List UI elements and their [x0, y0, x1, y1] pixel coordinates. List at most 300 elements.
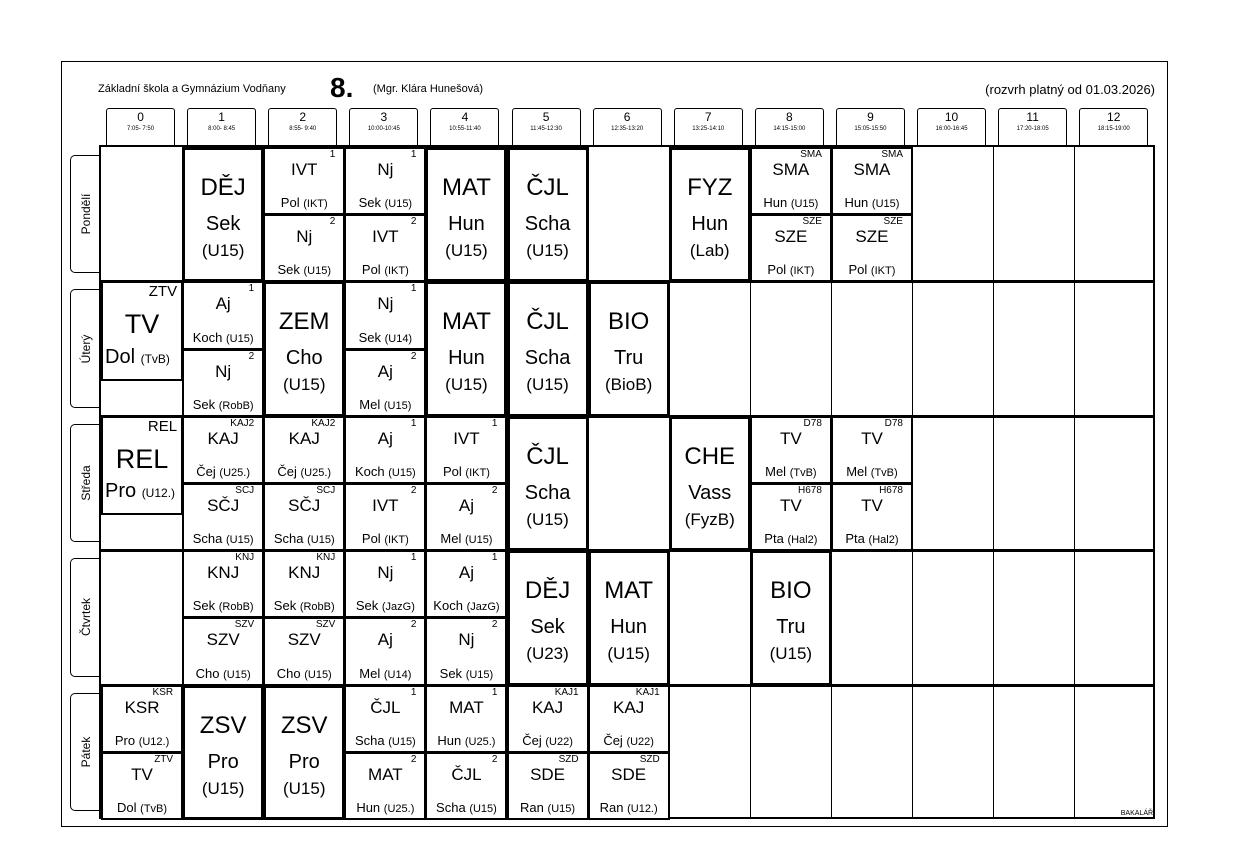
lesson-room: (U15) — [384, 198, 413, 211]
lesson-teacher: Cho — [285, 347, 323, 370]
lesson-subject: TV — [124, 309, 160, 340]
split-lesson[interactable] — [182, 281, 264, 349]
split-lesson[interactable] — [263, 214, 345, 282]
lesson-group: 1 — [410, 417, 417, 429]
split-lesson[interactable] — [425, 752, 507, 820]
split-lesson[interactable] — [750, 147, 832, 215]
lesson-room: (U15) — [526, 241, 569, 260]
lesson-room: (U15) — [464, 534, 493, 547]
lesson-teacher: Mel — [440, 531, 462, 547]
lesson-subject: Aj — [215, 294, 231, 314]
hour-number: 5 — [542, 110, 550, 124]
hour-number: 4 — [461, 110, 469, 124]
hour-header — [917, 108, 986, 145]
lesson-room: (U12.) — [141, 486, 176, 501]
lesson-group: KAJ1 — [554, 686, 579, 698]
lesson-teacher-room — [427, 733, 505, 750]
lesson-teacher: Mel — [846, 463, 868, 479]
lesson-subject: Aj — [377, 361, 393, 381]
lesson-cell[interactable] — [588, 550, 670, 685]
lesson-subject: ČJL — [370, 697, 401, 717]
lesson-teacher-room — [105, 480, 175, 503]
lesson-subject: KAJ — [207, 428, 239, 448]
lesson-teacher: Pol — [848, 262, 868, 278]
lesson-teacher-room — [265, 464, 343, 481]
lesson-teacher-room — [184, 330, 262, 347]
lesson-teacher: Sek — [205, 213, 241, 235]
lesson-subject: Nj — [377, 563, 394, 583]
lesson-room: (TvB) — [140, 802, 168, 815]
lesson-subject: SZV — [287, 630, 321, 650]
lesson-teacher: Hun — [691, 213, 729, 235]
lesson-room: (U15) — [282, 375, 326, 395]
lesson-teacher: Hun — [844, 195, 869, 211]
hour-number: 2 — [299, 110, 307, 124]
lesson-room: (U15) — [790, 198, 819, 211]
day-label: Čtvrtek — [78, 598, 93, 637]
lesson-group: SZV — [234, 619, 255, 631]
lesson-room: (U14) — [383, 668, 412, 681]
lesson-teacher: Vass — [688, 481, 732, 504]
lesson-teacher-room — [346, 262, 424, 279]
lesson-room: (U15) — [871, 198, 900, 211]
split-lesson[interactable] — [425, 685, 507, 753]
lesson-teacher: Sek — [358, 195, 381, 211]
lesson-subject: DĚJ — [200, 174, 246, 201]
lesson-teacher: Cho — [276, 665, 301, 681]
validity-date: (rozvrh platný od 01.03.2026) — [985, 82, 1155, 97]
lesson-subject: Nj — [215, 361, 232, 381]
hour-time: 10:00-10:45 — [367, 126, 400, 132]
split-lesson[interactable] — [182, 483, 264, 551]
lesson-teacher-room — [105, 346, 170, 369]
day-tab — [70, 558, 100, 676]
split-lesson[interactable] — [750, 483, 832, 551]
lesson-teacher: Sek — [439, 665, 463, 681]
lesson-room: (IKT) — [384, 534, 409, 547]
lesson-group: SCJ — [316, 485, 336, 496]
hour-time: 11:45-12:30 — [530, 126, 562, 132]
hour-header — [349, 108, 418, 145]
lesson-group: KNJ — [235, 552, 255, 564]
lesson-teacher: Hun — [610, 616, 647, 639]
lesson-group: 1 — [410, 149, 417, 160]
split-lesson[interactable] — [750, 416, 832, 484]
lesson-subject: KAJ — [613, 697, 645, 717]
lesson-teacher: Dol — [105, 345, 136, 368]
lesson-subject: SZE — [774, 227, 808, 247]
lesson-group: 2 — [491, 485, 498, 496]
split-lesson[interactable] — [831, 214, 913, 282]
lesson-teacher: Sek — [192, 396, 216, 412]
lesson-group: 1 — [491, 686, 498, 698]
lesson-teacher-room — [427, 598, 505, 615]
lesson-group: H678 — [879, 485, 903, 496]
lesson-room: (U15) — [201, 778, 245, 798]
grid-column-line — [993, 145, 994, 819]
lesson-group: KNJ — [316, 552, 336, 564]
lesson-room: (U15) — [526, 509, 569, 529]
lesson-teacher: Čej — [277, 463, 297, 479]
lesson-subject: MAT — [604, 577, 654, 605]
hour-number: 7 — [704, 110, 712, 124]
lesson-teacher: Pol — [361, 531, 381, 547]
lesson-group: 2 — [410, 216, 417, 228]
lesson-teacher: Scha — [192, 531, 223, 547]
lesson-group: 1 — [329, 149, 336, 160]
split-lesson[interactable] — [831, 483, 913, 551]
lesson-teacher-room — [427, 464, 505, 481]
split-lesson[interactable] — [344, 214, 426, 282]
lesson-cell[interactable] — [507, 147, 589, 282]
lesson-subject: Aj — [377, 630, 393, 650]
split-lesson[interactable] — [588, 752, 670, 820]
lesson-teacher-room — [346, 195, 424, 212]
lesson-room: (IKT) — [465, 466, 490, 479]
hour-header — [187, 108, 256, 145]
lesson-subject: MAT — [368, 764, 403, 784]
lesson-group: ZTV — [148, 283, 178, 301]
lesson-subject: BIO — [770, 577, 812, 605]
lesson-subject: Nj — [377, 160, 394, 179]
lesson-subject: REL — [115, 443, 169, 474]
lesson-room: (JazG) — [466, 601, 500, 614]
split-lesson[interactable] — [425, 617, 507, 685]
hour-header — [998, 108, 1067, 145]
lesson-subject: ČJL — [451, 764, 482, 784]
lesson-teacher-room — [833, 464, 911, 481]
lesson-teacher: Mel — [765, 463, 787, 479]
split-lesson[interactable] — [101, 752, 183, 820]
hour-header — [593, 108, 662, 145]
lesson-room: (U23) — [526, 644, 569, 664]
lesson-room: (FyzB) — [684, 509, 735, 529]
lesson-group: SCJ — [235, 485, 255, 496]
lesson-cell[interactable] — [507, 550, 589, 685]
lesson-group: 1 — [248, 283, 255, 295]
lesson-teacher: Koch — [433, 598, 463, 614]
lesson-room: (Hal2) — [787, 534, 818, 547]
lesson-teacher: Hun — [763, 195, 788, 211]
lesson-teacher-room — [265, 666, 343, 683]
lesson-teacher-room — [509, 800, 587, 817]
lesson-subject: KAJ — [288, 428, 320, 448]
lesson-cell[interactable] — [669, 147, 751, 282]
lesson-cell[interactable] — [263, 281, 345, 416]
lesson-teacher-room — [103, 800, 181, 817]
split-lesson[interactable] — [344, 147, 426, 215]
lesson-room: (Lab) — [689, 241, 730, 260]
split-lesson[interactable] — [182, 349, 264, 417]
lesson-subject: TV — [131, 764, 153, 784]
lesson-group: KAJ2 — [230, 417, 255, 429]
hour-number: 3 — [380, 110, 388, 124]
lesson-teacher: Sek — [358, 329, 381, 345]
lesson-room: (U25.) — [300, 466, 332, 479]
lesson-subject: SZE — [855, 227, 889, 247]
day-label: Středa — [78, 465, 93, 501]
lesson-group: D78 — [884, 417, 903, 429]
grid-column-line — [1074, 145, 1075, 819]
lesson-cell[interactable] — [507, 416, 589, 551]
split-lesson[interactable] — [344, 349, 426, 417]
lesson-subject: KSR — [124, 697, 160, 717]
lesson-teacher-room — [184, 598, 262, 615]
lesson-group: ZTV — [154, 753, 174, 765]
lesson-room: (U15) — [304, 668, 332, 681]
lesson-group: 2 — [410, 753, 417, 765]
lesson-room: (U22) — [626, 735, 654, 748]
lesson-room: (U15) — [282, 778, 326, 798]
lesson-teacher: Sek — [273, 598, 297, 614]
lesson-subject: BIO — [607, 308, 650, 336]
split-lesson[interactable] — [344, 617, 426, 685]
lesson-group: SZV — [315, 619, 336, 631]
lesson-room: (U22) — [545, 735, 573, 748]
hour-header — [268, 108, 337, 145]
lesson-group: 2 — [410, 619, 417, 631]
lesson-subject: FYZ — [687, 174, 733, 201]
lesson-teacher-room — [346, 330, 424, 347]
lesson-subject: IVT — [453, 428, 480, 448]
hour-time: 10:55-11:40 — [449, 126, 481, 132]
hour-header — [430, 108, 499, 145]
hour-number: 12 — [1107, 110, 1121, 124]
lesson-teacher-room — [590, 733, 668, 750]
split-lesson[interactable] — [344, 281, 426, 349]
lesson-teacher: Hun — [437, 732, 462, 748]
lesson-teacher: Čej — [196, 463, 216, 479]
lesson-subject: KAJ — [531, 697, 564, 717]
lesson-teacher: Sek — [277, 262, 300, 278]
lesson-teacher: Mel — [359, 665, 381, 681]
lesson-room: (U25.) — [383, 802, 415, 815]
lesson-cell[interactable] — [182, 147, 264, 282]
lesson-group: 1 — [491, 552, 498, 564]
lesson-room: (U15) — [383, 399, 412, 412]
day-tab — [70, 155, 100, 273]
split-lesson[interactable] — [182, 550, 264, 618]
lesson-room: (TvB) — [870, 466, 898, 479]
lesson-subject: TV — [779, 496, 802, 515]
lesson-room: (RobB) — [299, 601, 335, 614]
lesson-group: D78 — [803, 417, 822, 429]
lesson-teacher: Scha — [524, 481, 571, 504]
split-lesson[interactable] — [507, 685, 589, 753]
lesson-teacher-room — [265, 531, 343, 548]
split-lesson[interactable] — [263, 550, 345, 618]
lesson-group: 1 — [410, 686, 417, 698]
lesson-teacher-room — [265, 195, 343, 212]
split-lesson[interactable] — [263, 483, 345, 551]
lesson-teacher-room — [346, 464, 424, 481]
split-lesson[interactable] — [263, 416, 345, 484]
lesson-teacher-room — [346, 800, 424, 817]
hour-header — [106, 108, 175, 145]
split-lesson[interactable] — [263, 617, 345, 685]
day-label: Pátek — [78, 736, 93, 768]
lesson-group: 2 — [410, 485, 417, 496]
lesson-subject: ZSV — [199, 711, 247, 739]
split-lesson[interactable] — [344, 416, 426, 484]
lesson-group: 2 — [248, 350, 255, 362]
lesson-group: 2 — [491, 753, 498, 765]
split-lesson[interactable] — [263, 147, 345, 215]
split-lesson[interactable] — [344, 752, 426, 820]
lesson-teacher: Scha — [524, 213, 571, 235]
split-lesson[interactable] — [831, 416, 913, 484]
lesson-room: (U15) — [769, 644, 813, 664]
lesson-group: KAJ2 — [311, 417, 336, 429]
split-lesson[interactable] — [831, 147, 913, 215]
lesson-teacher: Scha — [524, 347, 571, 370]
lesson-room: (BioB) — [605, 375, 653, 395]
lesson-teacher-room — [103, 733, 181, 750]
lesson-subject: SČJ — [288, 496, 321, 515]
lesson-cell[interactable] — [507, 281, 589, 416]
lesson-subject: Nj — [296, 227, 313, 247]
day-label: Úterý — [78, 334, 93, 363]
lesson-group: SMA — [800, 149, 822, 160]
split-lesson[interactable] — [344, 685, 426, 753]
lesson-teacher-room — [833, 531, 911, 548]
lesson-group: SZE — [802, 216, 822, 228]
lesson-teacher-room — [346, 531, 424, 548]
lesson-subject: CHE — [684, 442, 736, 470]
lesson-cell[interactable] — [425, 281, 507, 416]
lesson-subject: DĚJ — [524, 577, 571, 605]
split-lesson[interactable] — [507, 752, 589, 820]
lesson-teacher: Pol — [443, 463, 462, 479]
lesson-subject: MAT — [441, 174, 491, 201]
lesson-teacher-room — [346, 733, 424, 750]
hour-time: 12:35-13:20 — [611, 126, 644, 132]
hour-number: 8 — [786, 110, 793, 124]
split-lesson[interactable] — [425, 483, 507, 551]
split-lesson[interactable] — [588, 685, 670, 753]
lesson-group: 1 — [410, 283, 417, 295]
split-lesson[interactable] — [750, 214, 832, 282]
lesson-teacher: Pol — [280, 195, 300, 211]
lesson-group: KSR — [152, 686, 174, 698]
lesson-group: H678 — [797, 485, 822, 496]
lesson-room: (U15) — [469, 802, 497, 815]
lesson-subject: SČJ — [207, 496, 240, 515]
lesson-teacher: Hun — [448, 347, 485, 370]
hour-number: 9 — [867, 110, 874, 124]
lesson-teacher: Cho — [195, 665, 220, 681]
bakalari-logo: BAKALÁŘI — [1120, 810, 1155, 817]
lesson-group: KAJ1 — [635, 686, 660, 698]
hour-time: 7:05- 7:50 — [127, 126, 155, 132]
lesson-teacher: Scha — [273, 531, 304, 547]
lesson-room: (JazG) — [381, 601, 415, 614]
lesson-cell[interactable] — [588, 281, 670, 416]
lesson-cell[interactable] — [182, 685, 264, 820]
lesson-subject: MAT — [441, 308, 491, 336]
lesson-teacher: Čej — [522, 732, 542, 748]
lesson-subject: ČJL — [526, 442, 569, 470]
hour-header — [674, 108, 743, 145]
day-tab — [70, 424, 100, 542]
hour-time: 8:55- 9:40 — [289, 126, 317, 132]
hour-time: 18:15-19:00 — [1097, 126, 1130, 132]
lesson-teacher: Hun — [356, 799, 381, 815]
lesson-subject: ČJL — [526, 174, 569, 201]
lesson-subject: Nj — [458, 630, 475, 650]
lesson-room: (U15) — [445, 375, 488, 395]
lesson-group: 2 — [329, 216, 336, 228]
lesson-room: (U15) — [226, 534, 254, 547]
lesson-teacher: Ran — [520, 799, 544, 815]
lesson-room: (Hal2) — [868, 534, 899, 547]
split-lesson[interactable] — [425, 550, 507, 618]
lesson-teacher-room — [265, 262, 343, 279]
hour-number: 6 — [623, 110, 631, 124]
hour-number: 0 — [137, 110, 144, 124]
hour-header — [512, 108, 581, 145]
split-lesson[interactable] — [344, 550, 426, 618]
lesson-room: (IKT) — [789, 265, 815, 278]
lesson-teacher-room — [427, 666, 505, 683]
lesson-teacher-room — [427, 531, 505, 548]
lesson-teacher: Pta — [845, 531, 865, 547]
lesson-cell[interactable] — [750, 550, 832, 685]
lesson-cell[interactable] — [425, 147, 507, 282]
lesson-cell[interactable] — [669, 416, 751, 551]
lesson-teacher-room — [184, 397, 262, 414]
lesson-subject: SMA — [772, 160, 810, 179]
split-lesson[interactable] — [182, 416, 264, 484]
hour-header — [755, 108, 824, 145]
hour-number: 10 — [944, 110, 959, 124]
group-lesson[interactable] — [101, 416, 183, 515]
lesson-room: (IKT) — [870, 265, 896, 278]
split-lesson[interactable] — [344, 483, 426, 551]
hour-time: 14:15-15:00 — [773, 126, 806, 132]
hour-header — [1079, 108, 1148, 145]
lesson-room: (U12.) — [138, 735, 170, 748]
lesson-teacher: Pro — [288, 750, 320, 773]
lesson-group: 2 — [410, 350, 417, 362]
lesson-room: (U15) — [223, 668, 251, 681]
lesson-subject: Aj — [458, 496, 474, 515]
group-lesson[interactable] — [101, 281, 183, 380]
lesson-room: (U15) — [526, 375, 569, 395]
split-lesson[interactable] — [101, 685, 183, 753]
lesson-group: SZD — [639, 753, 660, 765]
lesson-cell[interactable] — [263, 685, 345, 820]
lesson-teacher: Pol — [361, 262, 381, 278]
lesson-room: (TvB) — [789, 466, 817, 479]
lesson-teacher-room — [752, 464, 830, 481]
lesson-teacher: Pro — [114, 732, 136, 748]
hour-time: 8:00- 8:45 — [208, 126, 236, 132]
split-lesson[interactable] — [425, 416, 507, 484]
lesson-subject: TV — [861, 496, 883, 515]
lesson-subject: TV — [779, 428, 802, 448]
lesson-room: (U15) — [388, 735, 416, 748]
lesson-room: (U25.) — [464, 735, 496, 748]
lesson-group: SZD — [558, 753, 579, 765]
lesson-teacher: Sek — [355, 598, 379, 614]
split-lesson[interactable] — [182, 617, 264, 685]
lesson-subject: ČJL — [526, 308, 569, 336]
class-teacher: (Mgr. Klára Hunešová) — [373, 83, 484, 95]
lesson-teacher: Koch — [192, 329, 223, 345]
lesson-group: 1 — [410, 552, 417, 564]
lesson-group: 1 — [491, 417, 498, 429]
